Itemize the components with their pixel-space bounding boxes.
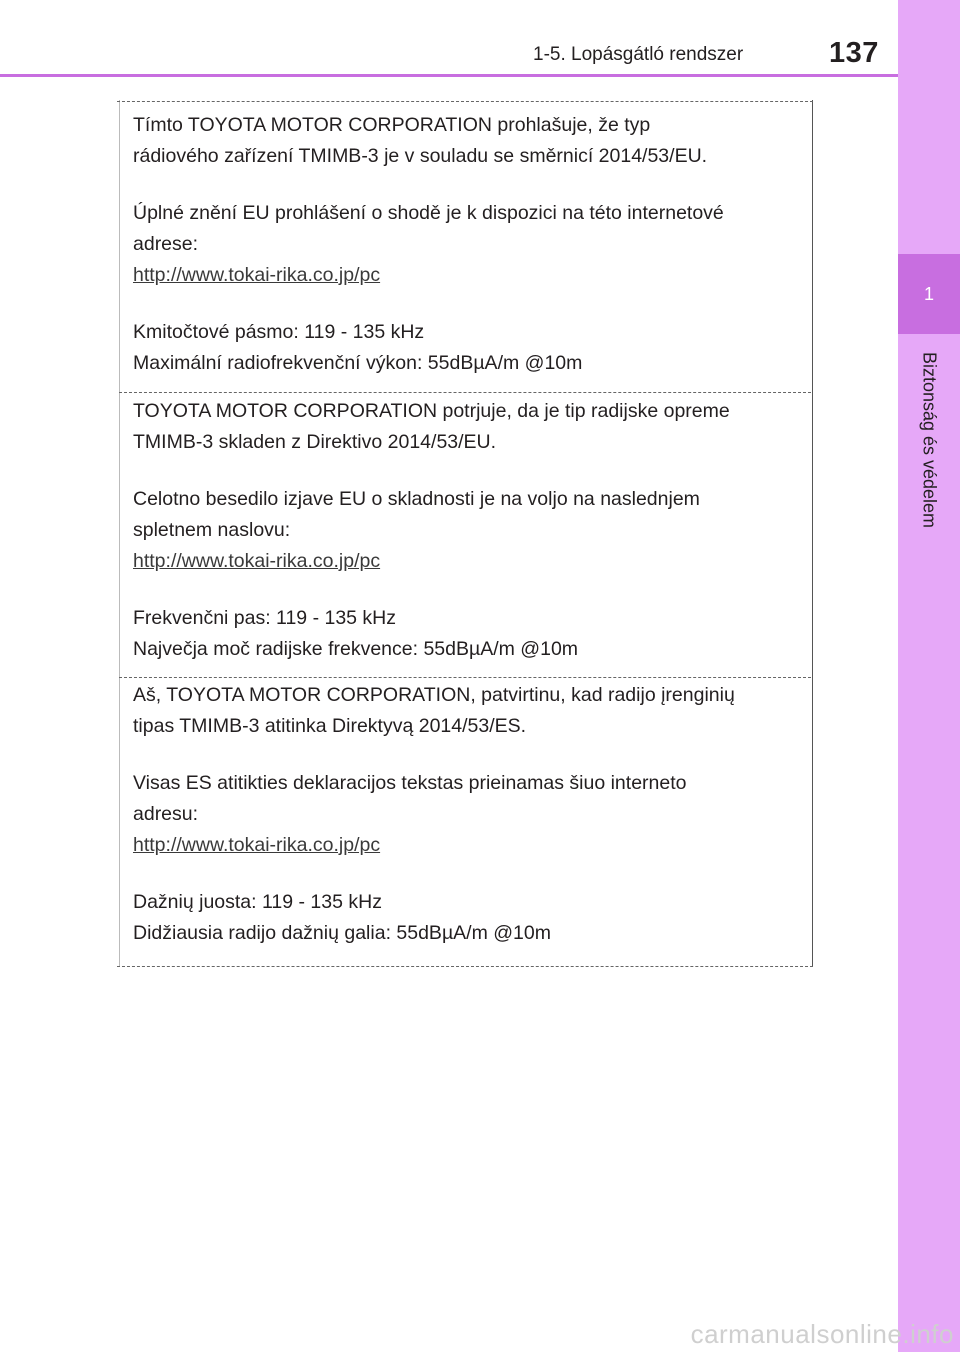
declaration-text: Tímto TOYOTA MOTOR CORPORATION prohlašuje, že typ [133, 114, 651, 136]
frame-divider-1 [119, 392, 811, 393]
chapter-side-tab [898, 0, 960, 1352]
declaration-text: TMIMB-3 skladen z Direktivo 2014/53/EU. [133, 431, 497, 453]
declaration-text: Visas ES atitikties deklaracijos tekstas prieinamas šiuo interneto [133, 772, 687, 794]
declaration-text: rádiového zařízení TMIMB-3 je v souladu se směrnicí 2014/53/EU. [133, 145, 708, 167]
declaration-slovenian [133, 396, 793, 665]
declaration-text: adresu: [133, 803, 199, 825]
declaration-link[interactable]: http://www.tokai-rika.co.jp/pc [133, 264, 381, 286]
declaration-text: Úplné znění EU prohlášení o shodě je k dispozici na této internetové [133, 202, 724, 224]
declaration-text: TOYOTA MOTOR CORPORATION potrjuje, da je tip radijske opreme [133, 400, 730, 422]
frequency-band: Frekvenčni pas: 119 - 135 kHz [133, 607, 397, 629]
chapter-title: Biztonság és védelem [919, 351, 940, 529]
frequency-band: Dažnių juosta: 119 - 135 kHz [133, 891, 382, 913]
chapter-number-box [898, 254, 960, 334]
declaration-lithuanian [133, 680, 793, 949]
declaration-czech [133, 110, 793, 379]
frame-bottom-divider [117, 966, 813, 967]
max-power: Didžiausia radijo dažnių galia: 55dBµA/m @10m [133, 922, 551, 944]
header-rule [0, 74, 898, 77]
watermark: carmanualsonline.info [690, 1319, 954, 1349]
page-number: 137 [829, 37, 879, 69]
declaration-text: tipas TMIMB-3 atitinka Direktyvą 2014/53/ES. [133, 715, 527, 737]
max-power: Maximální radiofrekvenční výkon: 55dBµA/m @10m [133, 352, 583, 374]
max-power: Največja moč radijske frekvence: 55dBµA/m @10m [133, 638, 579, 660]
frequency-band: Kmitočtové pásmo: 119 - 135 kHz [133, 321, 425, 343]
declaration-text: adrese: [133, 233, 199, 255]
chapter-number: 1 [923, 283, 934, 304]
declaration-text: Celotno besedilo izjave EU o skladnosti je na voljo na naslednjem [133, 488, 700, 510]
declaration-link[interactable]: http://www.tokai-rika.co.jp/pc [133, 550, 381, 572]
frame-top-divider [117, 101, 813, 102]
frame-divider-2 [119, 677, 811, 678]
section-title: 1-5. Lopásgátló rendszer [533, 44, 744, 65]
declaration-text: Aš, TOYOTA MOTOR CORPORATION, patvirtinu, kad radijo įrenginių [133, 684, 735, 706]
declaration-text: spletnem naslovu: [133, 519, 291, 541]
declaration-link[interactable]: http://www.tokai-rika.co.jp/pc [133, 834, 381, 856]
